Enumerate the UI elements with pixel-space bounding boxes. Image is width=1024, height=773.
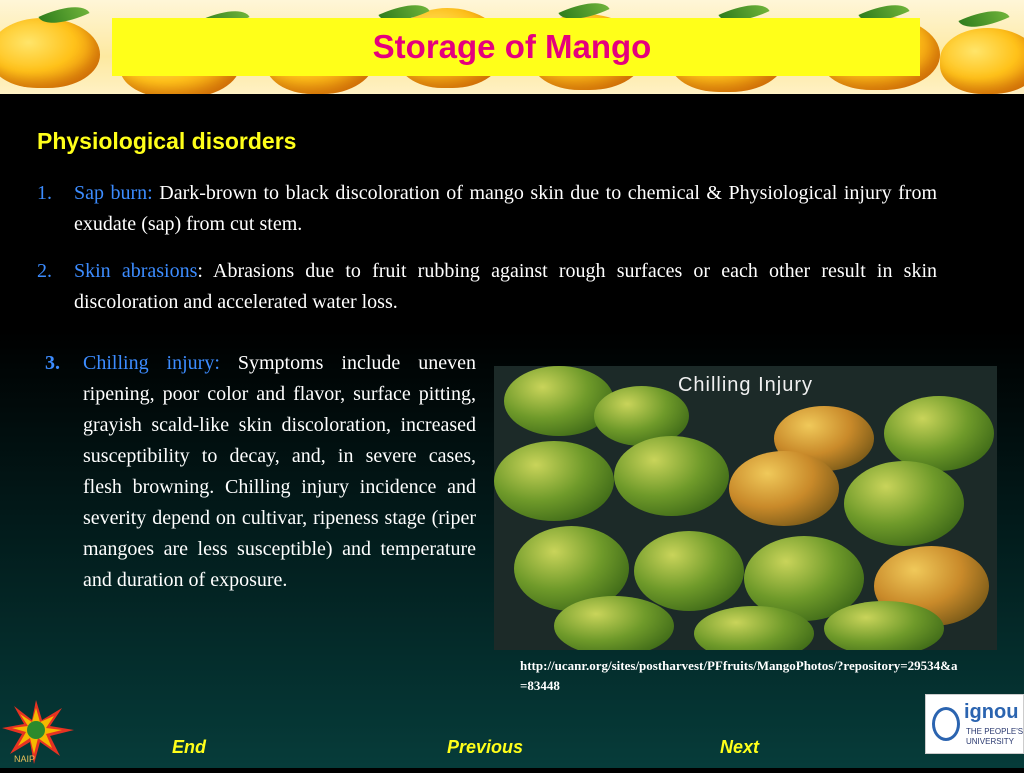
item-text: Dark-brown to black discoloration of mango skin due to chemical & Physiological injury from exudate (sap) from cut stem.: [74, 182, 938, 235]
next-button[interactable]: Next: [720, 737, 760, 757]
header-banner: [0, 0, 1024, 94]
naip-star-icon: [0, 694, 78, 768]
mango-fruit: [729, 451, 839, 526]
photo-label: Chilling Injury: [677, 374, 814, 396]
previous-button[interactable]: Previous: [447, 737, 524, 757]
mango-fruit: [824, 601, 944, 650]
chilling-injury-photo: [494, 366, 997, 650]
item-body: [74, 178, 937, 240]
mango-fruit: [884, 396, 994, 471]
list-item: [45, 348, 476, 596]
mango-fruit: [844, 461, 964, 546]
item-text: : Abrasions due to fruit rubbing against rough surfaces or each other result in skin discoloration and accelerated water loss.: [74, 260, 937, 313]
ignou-logo-name: ignou: [964, 701, 1019, 723]
ignou-logo: [925, 694, 1024, 754]
item-number: 3.: [45, 352, 60, 374]
item-body: [74, 256, 937, 318]
mango-fruit: [494, 441, 614, 521]
mango-fruit: [554, 596, 674, 650]
ignou-logo-subtitle: THE PEOPLE'S UNIVERSITY: [966, 727, 1024, 746]
section-heading: Physiological disorders: [37, 128, 297, 154]
ignou-emblem-icon: [932, 707, 960, 741]
mango-fruit: [614, 436, 729, 516]
item-term: Skin abrasions: [74, 260, 198, 282]
item-text: Symptoms include uneven ripening, poor color and flavor, surface pitting, grayish scald-like skin discoloration, increased susceptibility to decay, and, in severe cases, flesh browning. Chilling injury incidence and severity depend on cultivar, ripeness stage (riper mangoes are less susceptible) and temperature and duration of exposure.: [83, 352, 477, 591]
list-item: [37, 178, 937, 240]
item-number: 1.: [37, 182, 52, 204]
naip-logo: [0, 694, 78, 768]
item-term: Sap burn:: [74, 182, 153, 204]
end-button[interactable]: End: [172, 737, 206, 757]
item-body: [83, 348, 476, 596]
item-term: Chilling injury:: [83, 352, 220, 374]
naip-logo-text: NAIP: [14, 754, 36, 764]
mango-fruit: [634, 531, 744, 611]
item-number: 2.: [37, 260, 52, 282]
photo-source-link[interactable]: http://ucanr.org/sites/postharvest/PFfruits/MangoPhotos/?repository=29534&a=83448: [520, 658, 958, 693]
list-item: [37, 256, 937, 318]
page-title: Storage of Mango: [372, 28, 652, 65]
